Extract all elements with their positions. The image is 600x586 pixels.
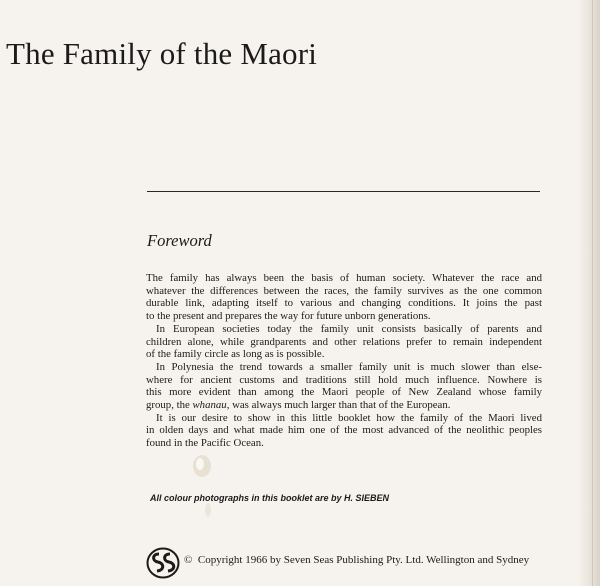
whanau-term: whanau (192, 399, 227, 412)
body-line: group, the whanau, was always much larger than that of the European. (146, 399, 451, 412)
body-line: children alone, while grandparents and other relations prefer to remain independent (146, 335, 542, 348)
body-line: In Polynesia the trend towards a smaller family unit is much slower than else- (156, 360, 542, 373)
page-edge-line (592, 0, 593, 586)
body-line: durable link, adapting itself to various and changing conditions. It joins the past (146, 297, 542, 310)
page-title: The Family of the Maori (6, 36, 318, 71)
foreword-heading: Foreword (147, 231, 212, 250)
body-line: to the present and prepares the way for future unborn generations. (146, 310, 431, 323)
body-line: whatever the differences between the races, the family survives as the one common (146, 284, 542, 297)
copyright-symbol: © (184, 554, 193, 566)
body-line: In European societies today the family unit consists basically of parents and (156, 322, 542, 335)
copyright-text: Copyright 1966 by Seven Seas Publishing Pty. Ltd. Wellington and Sydney (197, 554, 530, 566)
seven-seas-logo-icon (146, 547, 180, 579)
photo-credit: All colour photographs in this booklet are by H. SIEBEN (150, 493, 390, 503)
body-line: It is our desire to show in this little booklet how the family of the Maori lived (156, 411, 542, 424)
foreword-body (146, 272, 542, 450)
page-edge (578, 0, 600, 586)
body-line: of the family circle as long as is possible. (146, 348, 325, 361)
body-line: this more evident than among the Maori people of New Zealand whose family (146, 386, 542, 399)
body-line: found in the Pacific Ocean. (146, 437, 264, 450)
body-line: The family has always been the basis of human society. Whatever the race and (146, 272, 542, 284)
copyright-line (184, 554, 529, 566)
divider-rule (147, 191, 540, 192)
body-line: where for ancient customs and traditions still hold much influence. Nowhere is (146, 373, 542, 386)
body-line: in olden days and what made him one of the most advanced of the neolithic peoples (146, 424, 542, 437)
paper-stain (176, 444, 226, 524)
